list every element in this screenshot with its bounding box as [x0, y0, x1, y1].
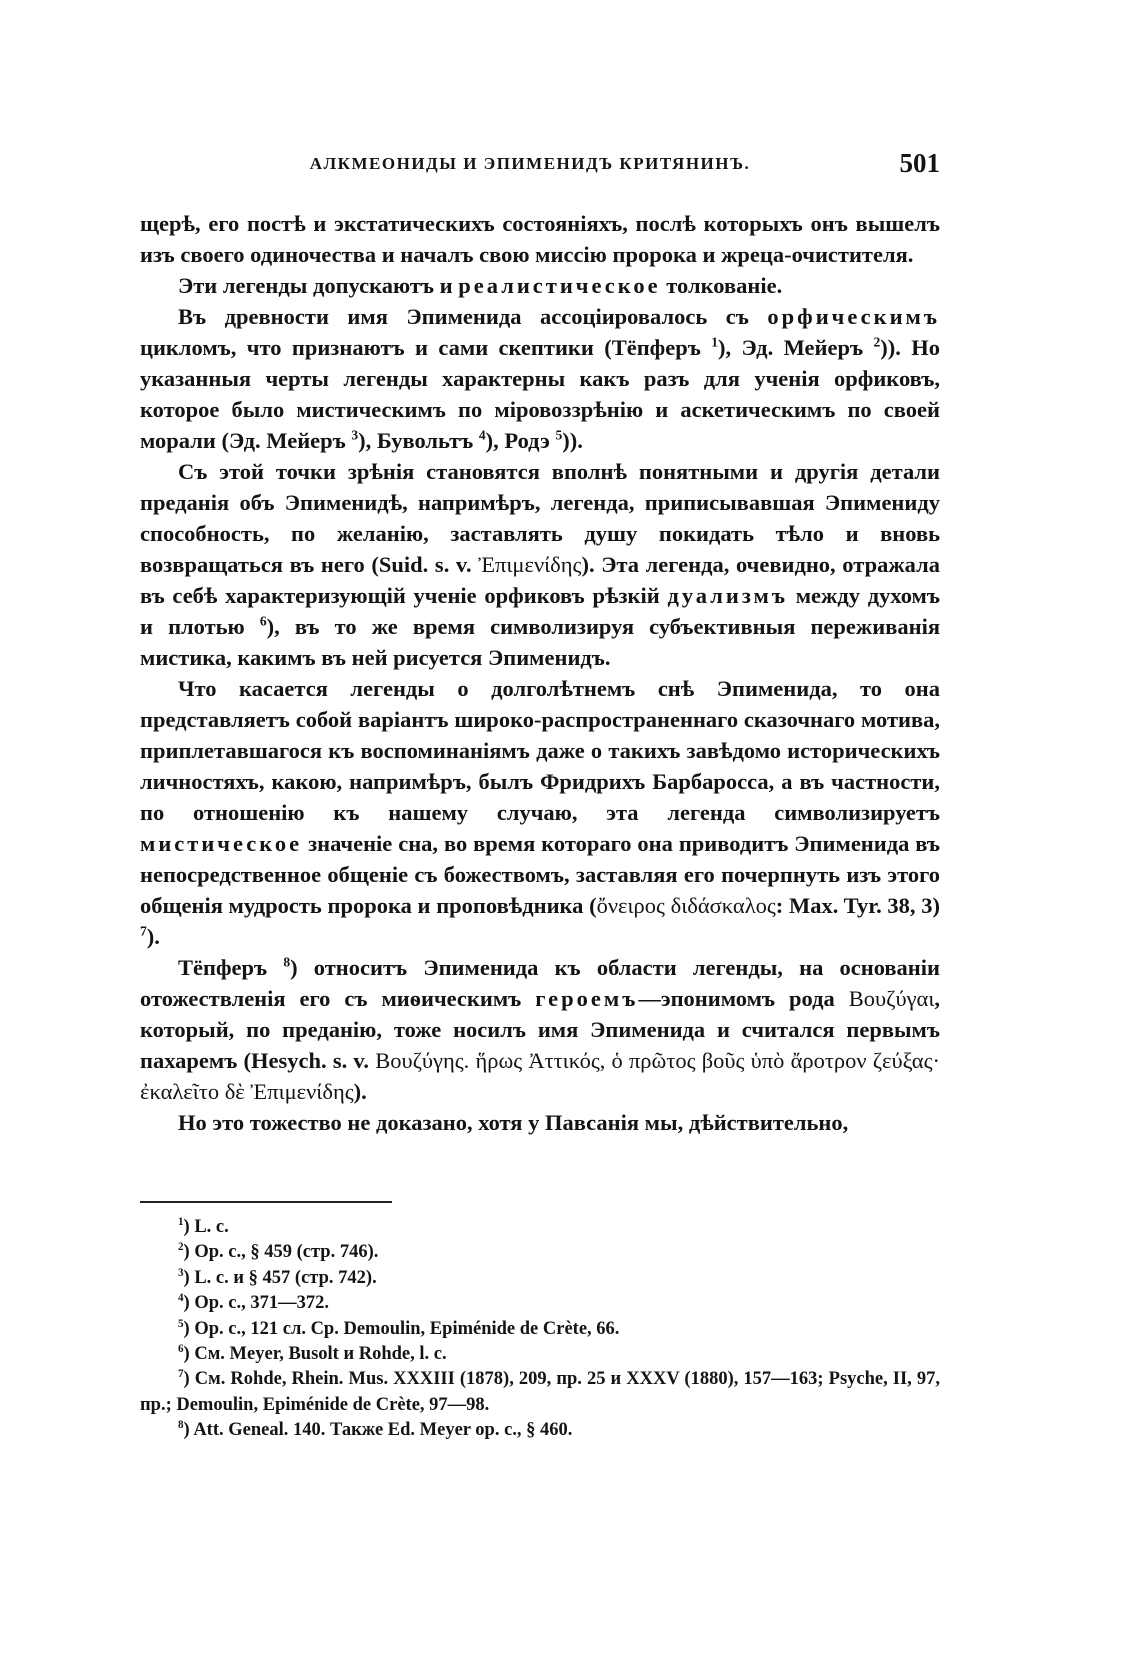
footnote-ref[interactable]: 1 — [711, 334, 718, 350]
text-run: ), Эд. Мейеръ — [717, 335, 874, 360]
spaced-emphasis: реалистическое — [458, 273, 661, 298]
footnote: $^3$) L. c. и § 457 (стр. 742). — [178, 1266, 377, 1288]
text-run: ), Бувольтъ — [358, 428, 479, 453]
greek-quote: Ἐπιμενίδης — [478, 552, 582, 577]
paragraph — [140, 301, 940, 456]
footnote: $^1$) L. c. — [178, 1215, 229, 1237]
spaced-emphasis: орфическимъ — [767, 304, 940, 329]
text-run: Тёпферъ — [178, 955, 284, 980]
footnote: $^7$) См. Rohde, Rhein. Mus. XXXIII (1878), 209, пр. 25 и XXXV (1880), 157—163; Psyche, II, 97, пр.; Demoulin, Epiménide de Crète, 97—98. — [140, 1368, 940, 1415]
footnote-ref[interactable]: 5 — [555, 427, 563, 443]
text-run: , который, по преданію, тоже носилъ имя Эпименида и считался первымъ пахаремъ (Hesych. s. v. — [140, 986, 940, 1073]
footnote-text: См. Rohde, Rhein. Mus. XXXIII (1878), 209, пр. 25 и XXXV (1880), 157—163; Psyche, II, 97, пр.; Demoulin, Epiménide de Crète, 97—98. — [140, 1369, 940, 1415]
text-run: ). — [146, 924, 160, 949]
footnote-number: 3 — [178, 1266, 184, 1279]
footnote-ref[interactable]: 6 — [259, 613, 267, 629]
footnote-number: 4 — [178, 1292, 184, 1305]
footnote-number: 7 — [178, 1368, 184, 1381]
text-run: Эти легенды допускаютъ и — [178, 273, 459, 298]
footnote-number: 2 — [178, 1241, 184, 1254]
text-run: толкованіе. — [660, 273, 783, 298]
text-run: ), въ то же время символизируя субъективныя переживанія мистика, какимъ въ ней рисуется Эпименидъ. — [140, 614, 940, 670]
footnote-text: L. c. и § 457 (стр. 742). — [194, 1267, 377, 1288]
text-run: )). — [562, 428, 583, 453]
text-run: цикломъ, что признаютъ и сами скептики (Тёпферъ — [140, 335, 712, 360]
text-run: ), Родэ — [485, 428, 556, 453]
text-run: ). — [353, 1079, 367, 1104]
footnote-number: 1 — [178, 1215, 184, 1228]
page-header — [140, 148, 940, 182]
greek-quote: Βουζύγαι — [848, 986, 935, 1011]
text-run: )). Но указанныя черты легенды характерны какъ разъ для ученія орфиковъ, которое было мистическимъ по міровоззрѣнію и аскетическимъ по своей морали (Эд. Мейеръ — [140, 335, 940, 453]
text-run: ) относитъ Эпименида къ области легенды, на основаніи отожествленія его съ миѳическимъ — [140, 955, 940, 1011]
footnote-divider — [140, 1201, 392, 1203]
footnote-number: 5 — [178, 1317, 184, 1330]
footnote-ref[interactable]: 7 — [140, 923, 147, 939]
footnote-ref[interactable]: 4 — [478, 427, 486, 443]
footnote-number: 6 — [178, 1342, 184, 1355]
paragraph — [140, 456, 940, 673]
text-run: Что касается легенды о долголѣтнемъ снѣ Эпименида, то она представляетъ собой варіантъ широко-распространеннаго сказочнаго мотива, приплетавшагося къ воспоминаніямъ даже о такихъ завѣдомо историческихъ личностяхъ, какою, напримѣръ, былъ Фридрихъ Барбаросса, а въ частности, по отношенію къ нашему случаю, эта легенда символизируетъ — [140, 676, 940, 825]
page-number: 501 — [899, 148, 940, 178]
text-run: : Max. Tyr. 38, 3) — [775, 893, 940, 918]
footnote-text: L. c. — [194, 1217, 229, 1237]
footnote-ref[interactable]: 2 — [873, 334, 881, 350]
paragraph — [140, 952, 940, 1107]
text-run: между духомъ и плотью — [140, 583, 940, 639]
footnote-number: 8 — [178, 1419, 184, 1432]
footnote: $^4$) Op. c., 371—372. — [178, 1292, 329, 1314]
footnote: $^8$) Att. Geneal. 140. Также Ed. Meyer op. c., § 460. — [178, 1419, 573, 1441]
footnote-text: Op. c., 121 сл. Ср. Demoulin, Epiménide de Crète, 66. — [194, 1318, 620, 1339]
text-run: значеніе сна, во время котораго она приводитъ Эпименида въ непосредственное общеніе съ божествомъ, заставляя его почерпнуть изъ этого общенія мудрость пророка и проповѣдника ( — [140, 831, 940, 918]
footnote-text: Att. Geneal. 140. Также Ed. Meyer op. c., § 460. — [193, 1420, 573, 1441]
paragraph: Но это тожество не доказано, хотя у Павсанія мы, дѣйствительно, — [178, 1110, 849, 1135]
footnote: $^2$) Op. c., § 459 (стр. 746). — [178, 1241, 379, 1263]
spaced-emphasis: мистическое — [140, 831, 303, 856]
paragraph — [140, 673, 940, 952]
text-run: —эпонимомъ рода — [638, 986, 849, 1011]
footnote: $^5$) Op. c., 121 сл. Ср. Demoulin, Epiménide de Crète, 66. — [178, 1317, 620, 1339]
paragraph: щерѣ, его постѣ и экстатическихъ состояніяхъ, послѣ которыхъ онъ вышелъ изъ своего одиночества и началъ свою миссію пророка и жреца-очистителя. — [140, 211, 940, 267]
main-text — [140, 208, 940, 1138]
footnotes — [140, 1215, 940, 1444]
text-run: Съ этой точки зрѣнія становятся вполнѣ понятными и другія детали преданія объ Эпименидѣ, напримѣръ, легенда, приписывавшая Эпимениду способность, по желанію, заставлять душу покидать тѣло и вновь возвращаться въ него (Suid. s. v. — [140, 459, 940, 577]
footnote-text: Op. c., 371—372. — [194, 1293, 329, 1314]
running-title: АЛКМЕОНИДЫ И ЭПИМЕНИДЪ КРИТЯНИНЪ. — [309, 154, 751, 173]
paragraph — [140, 270, 940, 301]
footnote: $^6$) См. Meyer, Busolt и Rohde, l. c. — [178, 1342, 447, 1365]
footnote-ref[interactable]: 8 — [283, 954, 291, 970]
text-run: ). Эта легенда, очевидно, отражала въ себѣ характеризующій ученіе орфиковъ рѣзкій — [140, 552, 940, 608]
spaced-emphasis: героемъ — [535, 986, 639, 1011]
footnote-ref[interactable]: 3 — [351, 427, 359, 443]
text-run: Въ древности имя Эпименида ассоціировалось съ — [178, 304, 768, 329]
spaced-emphasis: дуализмъ — [667, 583, 788, 608]
greek-quote: Βουζύγης. ἥρως Ἀττικός, ὁ πρῶτος βοῦς ὑπὸ ἄροτρον ζεύξας· ἐκαλεῖτο δὲ Ἐπιμενίδης — [140, 1048, 940, 1104]
footnote-text: Op. c., § 459 (стр. 746). — [194, 1242, 379, 1263]
footnote-text: См. Meyer, Busolt и Rohde, l. c. — [194, 1344, 447, 1365]
greek-quote: ὄνειρος διδάσκαλος — [596, 893, 776, 918]
